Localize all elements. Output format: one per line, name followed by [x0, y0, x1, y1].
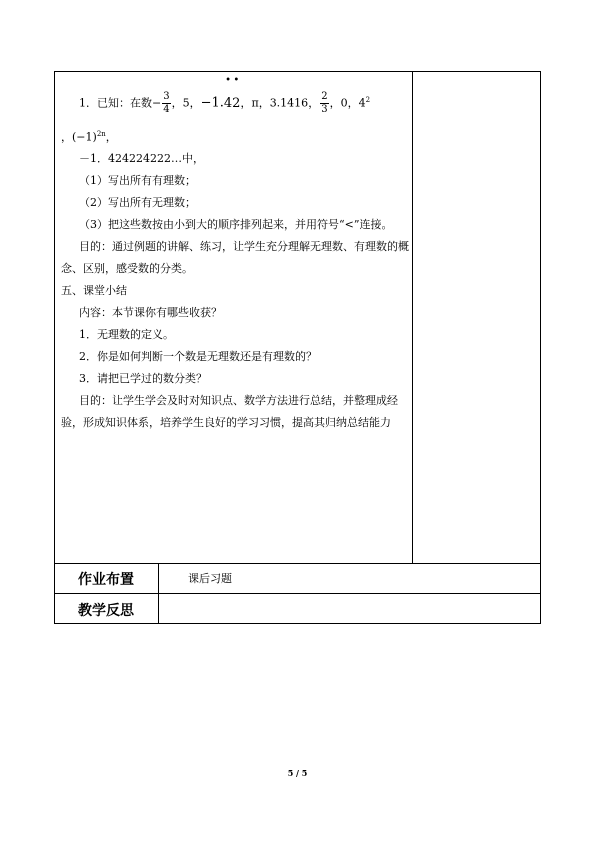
row-divider-homework [54, 563, 541, 564]
summary-content: 内容：本节课你有哪些收获？ [79, 306, 222, 319]
frac2-denominator: 3 [321, 104, 328, 116]
separator: ， [61, 130, 72, 144]
exercise-line-1 [61, 74, 411, 120]
number-five: 5 [182, 96, 190, 110]
separator: ， [347, 96, 359, 110]
fraction-three-quarters [162, 91, 170, 116]
number-four: 4 [358, 96, 366, 110]
summary-purpose: 目的：让学生学会及时对知识点、数学方法进行总结，并整理成经验，形成知识体系，培养学生良好的学习习惯，提高其归纳总结能力 [61, 394, 398, 429]
exercise-line-2 [61, 120, 411, 148]
summary-item-3: 3．请把已学过的数分类？ [79, 372, 207, 385]
separator: ， [308, 96, 320, 110]
pi-symbol: π [251, 96, 259, 110]
power-exponent: 2n [96, 130, 106, 138]
separator: ， [258, 96, 270, 110]
fraction-two-thirds [320, 91, 328, 116]
homework-value: 课后习题 [188, 572, 232, 585]
repeating-digit-4 [223, 74, 233, 124]
exercise-lead: 已知：在数 [97, 96, 152, 110]
repeat-dot-icon: • [225, 74, 231, 86]
minus-sign: − [152, 96, 162, 110]
reflection-label: 教学反思 [78, 603, 134, 619]
column-divider-right [412, 71, 413, 563]
question-1: （1）写出所有有理数； [79, 174, 196, 187]
lesson-content [61, 74, 411, 434]
frac2-numerator: 2 [321, 91, 328, 103]
homework-label: 作业布置 [78, 572, 134, 588]
column-divider-label [158, 563, 159, 624]
summary-heading: 五、课堂小结 [61, 284, 127, 297]
summary-item-2: 2．你是如何判断一个数是无理数还是有理数的？ [79, 350, 317, 363]
exponent-two: 2 [365, 96, 371, 104]
frac1-denominator: 4 [163, 104, 170, 116]
page-number: 5 / 5 [287, 768, 308, 778]
frac1-numerator: 3 [163, 91, 170, 103]
separator: ， [329, 96, 341, 110]
separator: ， [189, 96, 201, 110]
question-2: （2）写出所有无理数； [79, 196, 196, 209]
exercise-number: 1． [79, 96, 97, 110]
rep-digit-1: 4 [223, 95, 233, 111]
summary-item-1: 1．无理数的定义。 [79, 328, 174, 341]
number-zero: 0 [340, 96, 348, 110]
rep-digit-2: 2 [232, 95, 241, 111]
separator: ， [105, 130, 117, 144]
separator: ， [171, 96, 183, 110]
exercise-line-3: －1．424224222…中， [79, 152, 204, 165]
power-base: (−1) [72, 130, 97, 144]
repeating-digit-2 [232, 74, 241, 124]
exercise-purpose: 目的：通过例题的讲解、练习，让学生充分理解无理数、有理数的概念、区别，感受数的分类。 [61, 240, 409, 275]
separator: ， [240, 96, 252, 110]
question-3: （3）把这些数按由小到大的顺序排列起来，并用符号“<”连接。 [79, 218, 393, 231]
repeat-dot-icon: • [233, 74, 240, 86]
decimal-value: 3.1416 [269, 96, 309, 110]
row-divider-reflection [54, 593, 541, 594]
repeating-decimal-prefix: −1. [200, 95, 224, 111]
